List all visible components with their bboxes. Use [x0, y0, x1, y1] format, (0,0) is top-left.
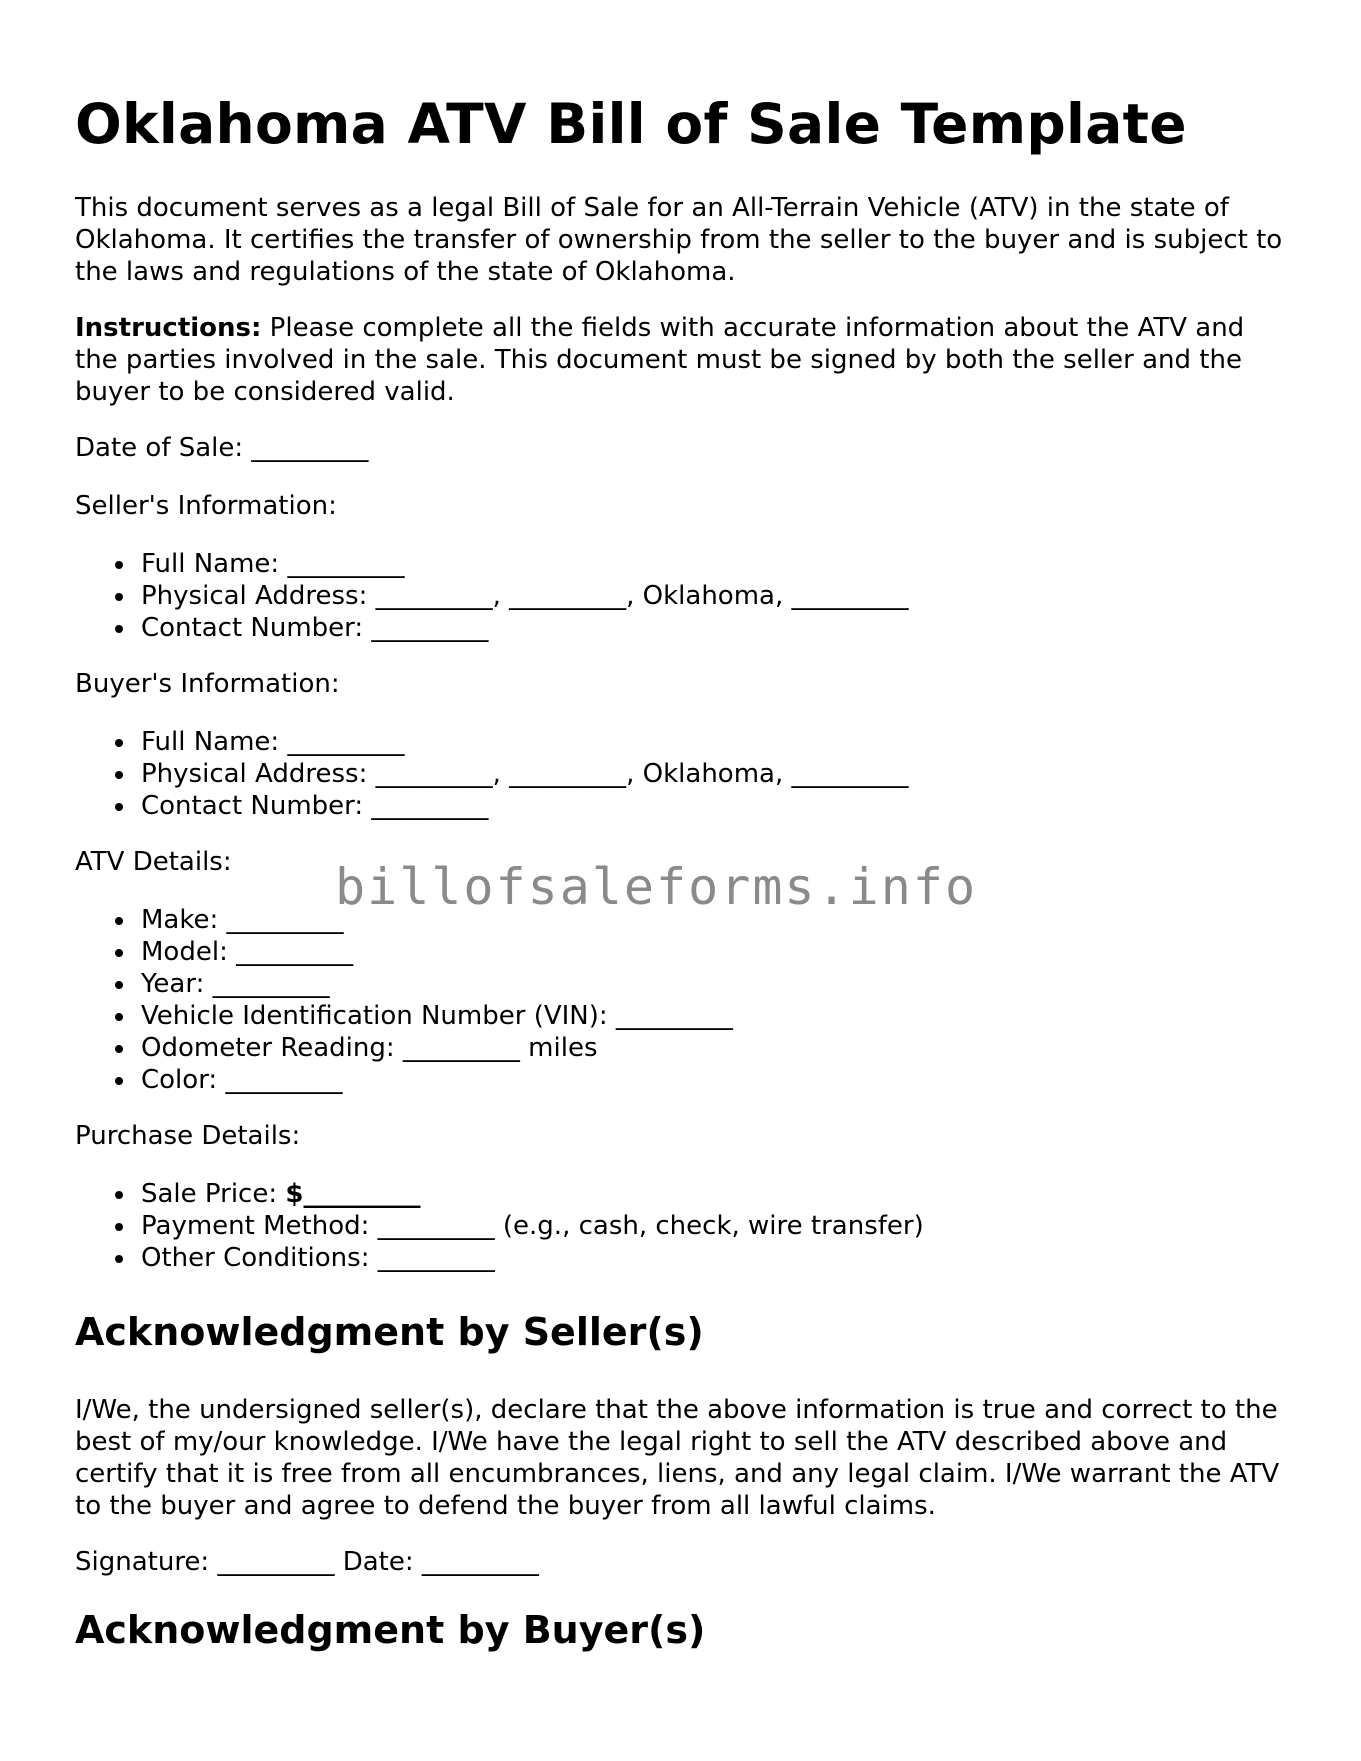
instructions-paragraph: [75, 312, 1295, 408]
document-title: Oklahoma ATV Bill of Sale Template: [75, 92, 1187, 156]
seller-full-name: Full Name: _________: [141, 548, 909, 580]
buyer-heading: Buyer's Information:: [75, 669, 340, 699]
instructions-label: Instructions:: [75, 313, 262, 343]
sale-price-label: Sale Price:: [141, 1179, 286, 1209]
seller-physical-address: Physical Address: _________, _________, Oklahoma, _________: [141, 581, 909, 611]
atv-odometer: Odometer Reading: _________ miles: [141, 1032, 733, 1064]
atv-list: [75, 904, 733, 1096]
buyer-full-name: Full Name: _________: [141, 726, 909, 758]
buyer-physical-address: Physical Address: _________, _________, Oklahoma, _________: [141, 759, 909, 789]
sale-price-value: $_________: [285, 1179, 421, 1209]
seller-contact-number: Contact Number: _________: [141, 612, 909, 644]
atv-vin: Vehicle Identification Number (VIN): _________: [141, 1001, 733, 1031]
buyer-ack-heading: Acknowledgment by Buyer(s): [75, 1608, 706, 1652]
buyer-list: [75, 726, 909, 822]
atv-year: Year: _________: [141, 968, 733, 1000]
seller-ack-paragraph: I/We, the undersigned seller(s), declare that the above information is true and correct to the best of my/our knowledge. I/We have the legal right to sell the ATV described above and certify that it is free from all encumbrances, liens, and any legal claim. I/We warrant the ATV to the buyer and agree to defend the buyer from all lawful claims.: [75, 1395, 1280, 1521]
date-of-sale: Date of Sale: _________: [75, 433, 369, 463]
purchase-list: [75, 1178, 924, 1274]
instructions-text: Please complete all the fields with accurate information about the ATV and the parties involved in the sale. This document must be signed by both the seller and the buyer to be considered valid.: [75, 313, 1245, 407]
buyer-contact-number: Contact Number: _________: [141, 790, 909, 822]
seller-signature-line: Signature: _________ Date: _________: [75, 1547, 539, 1577]
purchase-heading: Purchase Details:: [75, 1121, 301, 1151]
purchase-other-conditions: Other Conditions: _________: [141, 1242, 924, 1274]
seller-ack-heading: Acknowledgment by Seller(s): [75, 1310, 704, 1354]
seller-heading: Seller's Information:: [75, 491, 337, 521]
watermark: billofsaleforms.info: [335, 858, 978, 916]
seller-list: [75, 548, 909, 644]
atv-make: Make: _________: [141, 904, 733, 936]
atv-color: Color: _________: [141, 1064, 733, 1096]
intro-paragraph: This document serves as a legal Bill of Sale for an All-Terrain Vehicle (ATV) in the state of Oklahoma. It certifies the transfer of ownership from the seller to the buyer and is subject to the laws and regulations of the state of Oklahoma.: [75, 193, 1283, 287]
purchase-payment-method: Payment Method: _________ (e.g., cash, check, wire transfer): [141, 1211, 924, 1241]
purchase-sale-price: [141, 1178, 924, 1210]
atv-model: Model: _________: [141, 936, 733, 968]
atv-heading: ATV Details:: [75, 847, 232, 877]
